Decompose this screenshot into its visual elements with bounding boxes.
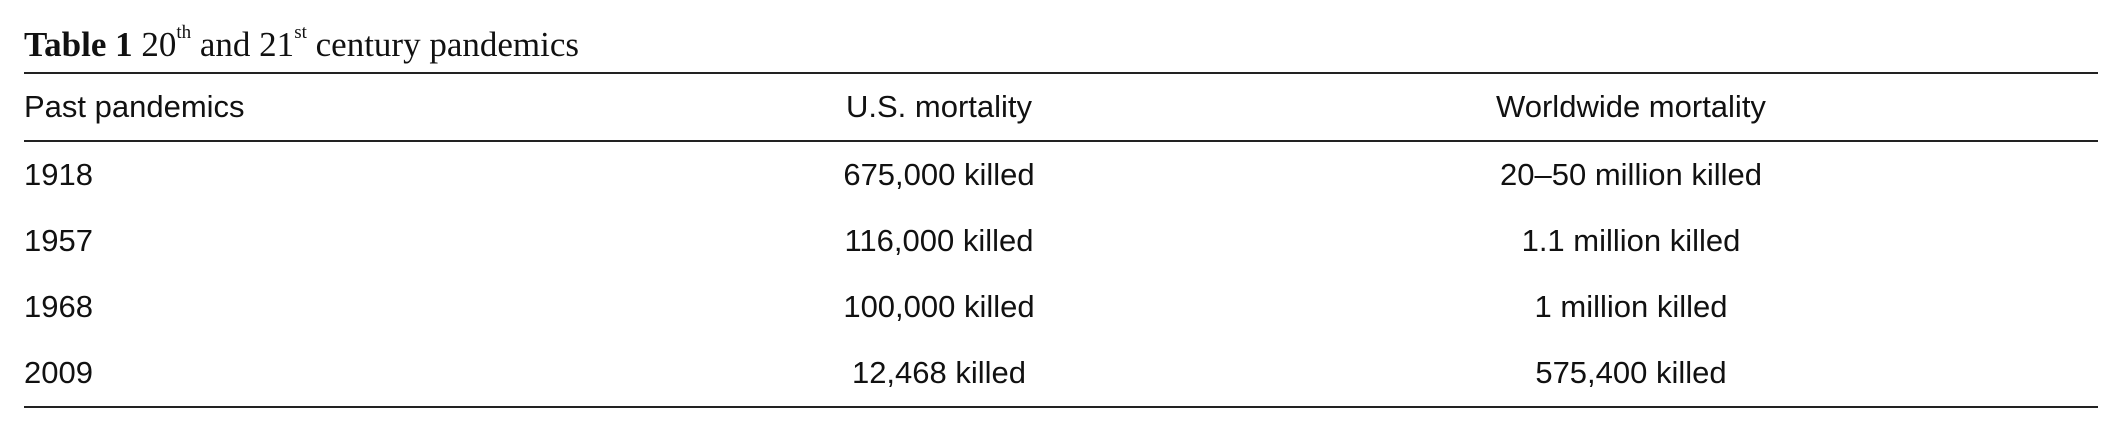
table-row [24,141,2098,208]
cell-us-mortality: 675,000 killed [843,157,1035,192]
cell-worldwide-mortality: 575,400 killed [1535,355,1727,390]
cell-year: 1957 [24,223,93,258]
caption-text-rest: century pandemics [306,25,579,64]
pandemics-table [24,72,2098,408]
caption-text-and-21: and 21 [191,25,295,64]
document [24,18,2098,408]
caption-superscript-th: th [176,22,192,44]
cell-us-mortality: 12,468 killed [851,355,1027,390]
header-past-pandemics: Past pandemics [24,89,245,124]
table-row [24,340,2098,407]
cell-year: 2009 [24,355,93,390]
caption-superscript-st: st [294,22,307,44]
cell-us-mortality: 116,000 killed [844,223,1034,258]
cell-worldwide-mortality: 1 million killed [1534,289,1728,324]
table-label: Table 1 [24,25,133,64]
cell-year: 1918 [24,157,93,192]
table-row [24,208,2098,274]
cell-year: 1968 [24,289,93,324]
table-row [24,274,2098,340]
table-caption [24,18,2098,72]
cell-us-mortality: 100,000 killed [843,289,1035,324]
header-row [24,73,2098,141]
cell-worldwide-mortality: 1.1 million killed [1521,223,1741,258]
cell-worldwide-mortality: 20–50 million killed [1500,157,1762,192]
header-worldwide-mortality: Worldwide mortality [1496,89,1766,124]
header-us-mortality: U.S. mortality [845,89,1033,124]
caption-number-20: 20 [141,25,177,64]
